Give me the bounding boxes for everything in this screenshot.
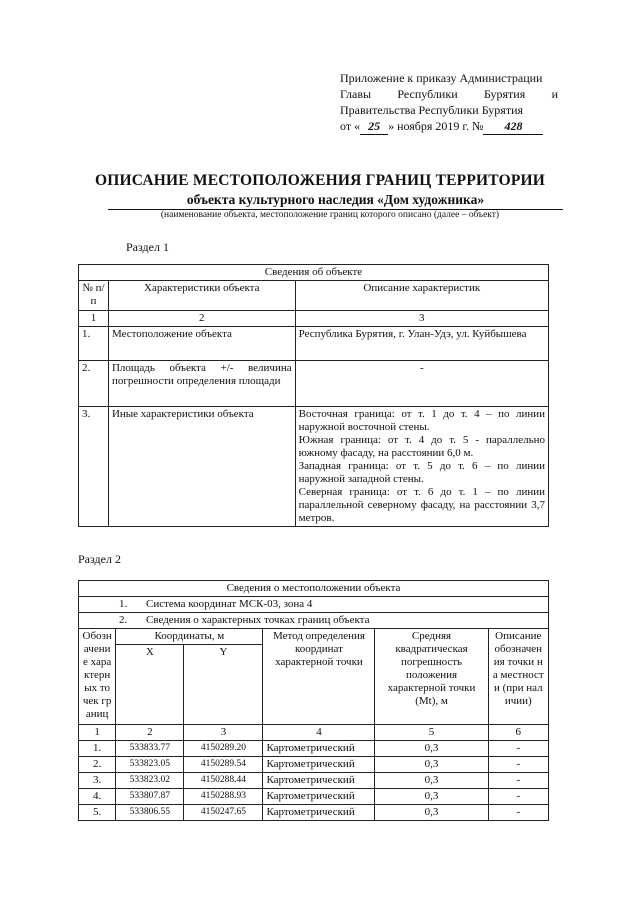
west-boundary: Западная граница: от т. 5 до т. 6 – по линии наружной западной стены. — [298, 460, 545, 485]
point-method: Картометрический — [263, 757, 375, 773]
point-y: 4150289.20 — [184, 741, 263, 757]
col-x: X — [116, 645, 184, 725]
order-number: 428 — [483, 118, 543, 135]
point-y: 4150288.93 — [184, 789, 263, 805]
point-x: 533823.05 — [116, 757, 184, 773]
document-title: ОПИСАНИЕ МЕСТОПОЛОЖЕНИЯ ГРАНИЦ ТЕРРИТОРИИ — [94, 172, 546, 189]
table1-idx: 2 — [108, 311, 295, 327]
row-desc: - — [295, 361, 548, 407]
point-method: Картометрический — [263, 789, 375, 805]
header-line-2: Главы Республики Бурятия и — [340, 87, 558, 101]
point-desc: - — [488, 773, 548, 789]
table1-col-char: Характеристики объекта — [108, 281, 295, 311]
point-y: 4150247.65 — [184, 805, 263, 821]
col-coordinates: Координаты, м — [116, 629, 263, 645]
table-row — [79, 805, 549, 821]
col-y: Y — [184, 645, 263, 725]
document-subtitle: объекта культурного наследия «Дом художника» — [108, 192, 563, 210]
row-num: 2. — [79, 361, 109, 407]
row-char: Площадь объекта +/- величина погрешности определения площади — [108, 361, 295, 407]
south-boundary: Южная граница: от т. 4 до т. 5 - параллельно южному фасаду, на расстоянии 6,0 м. — [298, 434, 545, 459]
row-desc: Республика Бурятия, г. Улан-Удэ, ул. Куйбышева — [295, 327, 548, 361]
table-row — [79, 789, 549, 805]
coordinates-table — [78, 580, 549, 821]
point-num: 3. — [79, 773, 116, 789]
table1-col-num: № п/п — [79, 281, 109, 311]
table1-idx: 3 — [295, 311, 548, 327]
table1-col-desc: Описание характеристик — [295, 281, 548, 311]
table2-idx: 5 — [375, 725, 488, 741]
table-row — [79, 361, 549, 407]
item1-num: 1. — [119, 598, 128, 610]
header-line-3: Правительства Республики Бурятия — [340, 103, 524, 117]
row-num: 1. — [79, 327, 109, 361]
row-char: Местоположение объекта — [108, 327, 295, 361]
item2-text: Сведения о характерных точках границ объекта — [146, 614, 370, 626]
table-row — [79, 741, 549, 757]
table-row — [79, 327, 549, 361]
point-desc: - — [488, 789, 548, 805]
table2-idx: 4 — [263, 725, 375, 741]
point-y: 4150289.54 — [184, 757, 263, 773]
point-desc: - — [488, 805, 548, 821]
table2-idx: 3 — [184, 725, 263, 741]
object-info-table — [78, 264, 549, 527]
col-method: Метод определения координат характерной точки — [263, 629, 375, 725]
point-mt: 0,3 — [375, 805, 488, 821]
point-mt: 0,3 — [375, 773, 488, 789]
header-line-1: Приложение к приказу Администрации — [340, 71, 543, 85]
table2-idx: 6 — [488, 725, 548, 741]
point-num: 2. — [79, 757, 116, 773]
section1-label: Раздел 1 — [126, 240, 169, 254]
point-mt: 0,3 — [375, 741, 488, 757]
table2-idx: 1 — [79, 725, 116, 741]
point-mt: 0,3 — [375, 757, 488, 773]
point-mt: 0,3 — [375, 789, 488, 805]
coord-system-row — [79, 597, 549, 613]
table1-caption: Сведения об объекте — [79, 265, 549, 281]
table-row — [79, 773, 549, 789]
col-mt: Средняя квадратическая погрешность положения характерной точки (Mt), м — [375, 629, 488, 725]
row-num: 3. — [79, 407, 109, 527]
header-date-line — [340, 118, 558, 135]
date-suffix: » ноября 2019 г. № — [388, 119, 484, 133]
point-method: Картометрический — [263, 773, 375, 789]
point-x: 533807.87 — [116, 789, 184, 805]
table-row — [79, 407, 549, 527]
item1-text: Система координат МСК-03, зона 4 — [146, 598, 313, 610]
row-char: Иные характеристики объекта — [108, 407, 295, 527]
point-y: 4150288.44 — [184, 773, 263, 789]
item2-num: 2. — [119, 614, 128, 626]
table2-idx: 2 — [116, 725, 184, 741]
appendix-header — [340, 70, 558, 135]
point-x: 533823.02 — [116, 773, 184, 789]
point-x: 533806.55 — [116, 805, 184, 821]
east-boundary: Восточная граница: от т. 1 до т. 4 – по линии наружной восточной стены. — [298, 408, 545, 433]
point-method: Картометрический — [263, 741, 375, 757]
point-num: 1. — [79, 741, 116, 757]
point-desc: - — [488, 741, 548, 757]
col-point-description: Описание обозначения точки на местности (при наличии) — [488, 629, 548, 725]
subtitle-note: (наименование объекта, местоположение границ которого описано (далее – объект) — [160, 210, 500, 220]
date-day: 25 — [360, 118, 388, 135]
table1-idx: 1 — [79, 311, 109, 327]
point-method: Картометрический — [263, 805, 375, 821]
point-x: 533833.77 — [116, 741, 184, 757]
north-boundary: Северная граница: от т. 6 до т. 1 – по линии параллельной северному фасаду, на расстоянии 3,7 метров. — [298, 486, 545, 524]
table2-caption: Сведения о местоположении объекта — [79, 581, 549, 597]
point-num: 5. — [79, 805, 116, 821]
date-prefix: от « — [340, 119, 361, 133]
row-desc-boundaries — [295, 407, 548, 527]
section2-label: Раздел 2 — [78, 552, 121, 566]
table-row — [79, 757, 549, 773]
col-point-designation: Обозначение характерных точек границ — [79, 629, 116, 725]
points-info-row — [79, 613, 549, 629]
point-num: 4. — [79, 789, 116, 805]
point-desc: - — [488, 757, 548, 773]
